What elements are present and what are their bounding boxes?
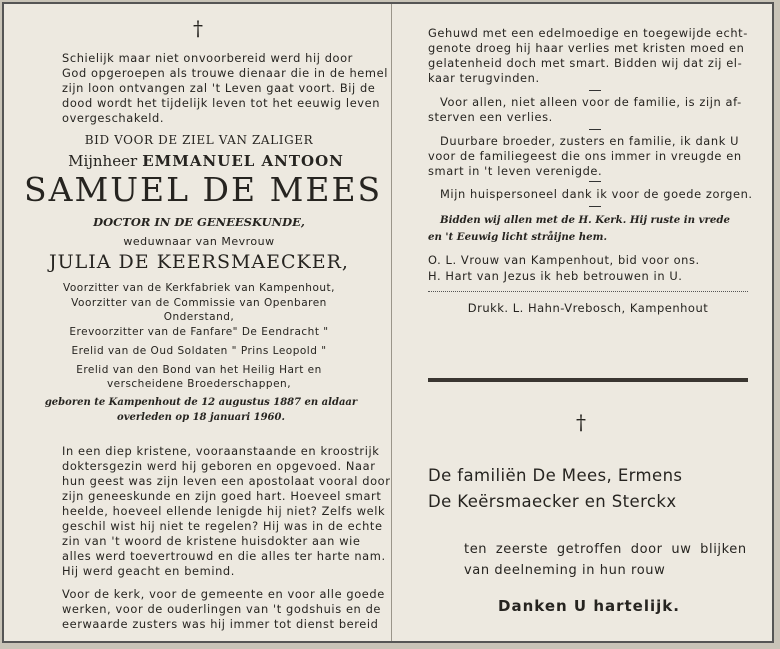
intro-line: God opgeroepen als trouwe dienaar die in de hemel — [62, 66, 388, 80]
separator-dash — [589, 206, 601, 207]
families-line: De Keërsmaecker en Sterckx — [428, 492, 677, 511]
staff-line: Mijn huispersoneel dank ik voor de goede zorgen. — [440, 187, 753, 201]
function-line: Voorzitter van de Kerkfabriek van Kampenhout, — [62, 282, 335, 294]
profession: DOCTOR IN DE GENEESKUNDE, — [93, 215, 305, 229]
biography-line: alles werd toevertrouwd en die alles ter harte nam. — [62, 549, 386, 563]
affected-line: ten zeerste getroffen door uw blijken — [464, 542, 747, 557]
separator-dash — [589, 181, 601, 182]
born-line: geboren te Kampenhout de 12 augustus 1887 en aldaar — [44, 397, 358, 408]
married-line: gelatenheid doch met smart. Bidden wij dat zij el- — [428, 56, 743, 70]
name-line — [56, 151, 356, 170]
biography-line: doktersgezin werd hij geboren en opgevoed. Naar — [62, 459, 376, 473]
cross-icon: † — [576, 410, 586, 434]
function-line: Erelid van den Bond van het Heilig Hart en — [76, 364, 322, 376]
memorial-card — [2, 2, 774, 643]
family-line: Voor allen, niet alleen voor de familie, is zijn af- — [440, 95, 742, 109]
function-line: Onderstand, — [163, 311, 235, 323]
printer-line: Drukk. L. Hahn-Vrebosch, Kampenhout — [467, 301, 709, 315]
biography-line: Hij werd geacht en bemind. — [62, 564, 235, 578]
church-line: Voor de kerk, voor de gemeente en voor alle goede — [62, 587, 385, 601]
prayer-line: en 't Eeuwig licht stråijne hem. — [428, 231, 607, 243]
thanks-line: Duurbare broeder, zusters en familie, ik dank U — [440, 134, 740, 148]
intro-line: overgeschakeld. — [62, 111, 165, 125]
biography-line: heelde, hoeveel ellende lenigde hij niet? Zelfs welk — [62, 504, 386, 518]
church-line: werken, voor de ouderlingen van 't godshuis en de — [62, 602, 382, 616]
separator-dash — [589, 129, 601, 130]
married-line: genote droeg hij haar verlies met kristen moed en — [428, 41, 745, 55]
biography-line: zin van 't woord de kristene huisdokter aan wie — [62, 534, 361, 548]
biography-line: geschil wist hij niet te regelen? Hij was in de echte — [62, 519, 383, 533]
prayer-line: Bidden wij allen met de H. Kerk. Hij ruste in vrede — [440, 214, 730, 226]
pray-heading: BID VOOR DE ZIEL VAN ZALIGER — [84, 133, 314, 147]
biography-line: zijn geneeskunde en zijn goed hart. Hoeveel smart — [62, 489, 382, 503]
families-line: De familiën De Mees, Ermens — [428, 466, 683, 485]
cross-icon: † — [193, 16, 203, 40]
married-line: Gehuwd met een edelmoedige en toegewijde echt- — [428, 26, 748, 40]
invocation-line: O. L. Vrouw van Kampenhout, bid voor ons. — [428, 253, 700, 267]
first-names: EMMANUEL ANTOON — [142, 152, 344, 170]
intro-line: zijn loon ontvangen zal 't Leven gaat voort. Bij de — [62, 81, 376, 95]
intro-line: dood wordt het tijdelijk leven tot het eeuwig leven — [62, 96, 381, 110]
function-line: Voorzitter van de Commissie van Openbaren — [71, 297, 327, 309]
biography-line: In een diep kristene, vooraanstaande en kroostrijk — [62, 444, 380, 458]
invocation-line: H. Hart van Jezus ik heb betrouwen in U. — [428, 269, 683, 283]
dotted-divider — [428, 291, 748, 292]
married-line: kaar terugvinden. — [428, 71, 540, 85]
biography-line: hun geest was zijn leven een apostolaat vooral door — [62, 474, 391, 488]
separator-dash — [589, 90, 601, 91]
thick-divider — [428, 378, 748, 382]
widower-line: weduwnaar van Mevrouw — [123, 235, 275, 248]
died-line: overleden op 18 januari 1960. — [117, 412, 285, 423]
function-line: Erelid van de Oud Soldaten " Prins Leopold " — [71, 345, 327, 357]
thanks-line: voor de familiegeest die ons immer in vreugde en — [428, 149, 742, 163]
family-line: sterven een verlies. — [428, 110, 553, 124]
surname: SAMUEL DE MEES — [24, 170, 383, 209]
fold-line — [391, 4, 392, 641]
wife-name: JULIA DE KEERSMAECKER, — [49, 251, 349, 273]
affected-line: van deelneming in hun rouw — [464, 563, 666, 578]
function-line: Erevoorzitter van de Fanfare" De Eendracht " — [69, 326, 329, 338]
church-line: eerwaarde zusters was hij immer tot dienst bereid — [62, 617, 379, 631]
intro-line: Schielijk maar niet onvoorbereid werd hij door — [62, 51, 353, 65]
closing-thanks: Danken U hartelijk. — [498, 597, 680, 615]
mijnheer-label: Mijnheer — [68, 152, 138, 170]
function-line: verscheidene Broederschappen, — [106, 378, 292, 390]
thanks-line: smart in 't leven verenigde. — [428, 164, 603, 178]
